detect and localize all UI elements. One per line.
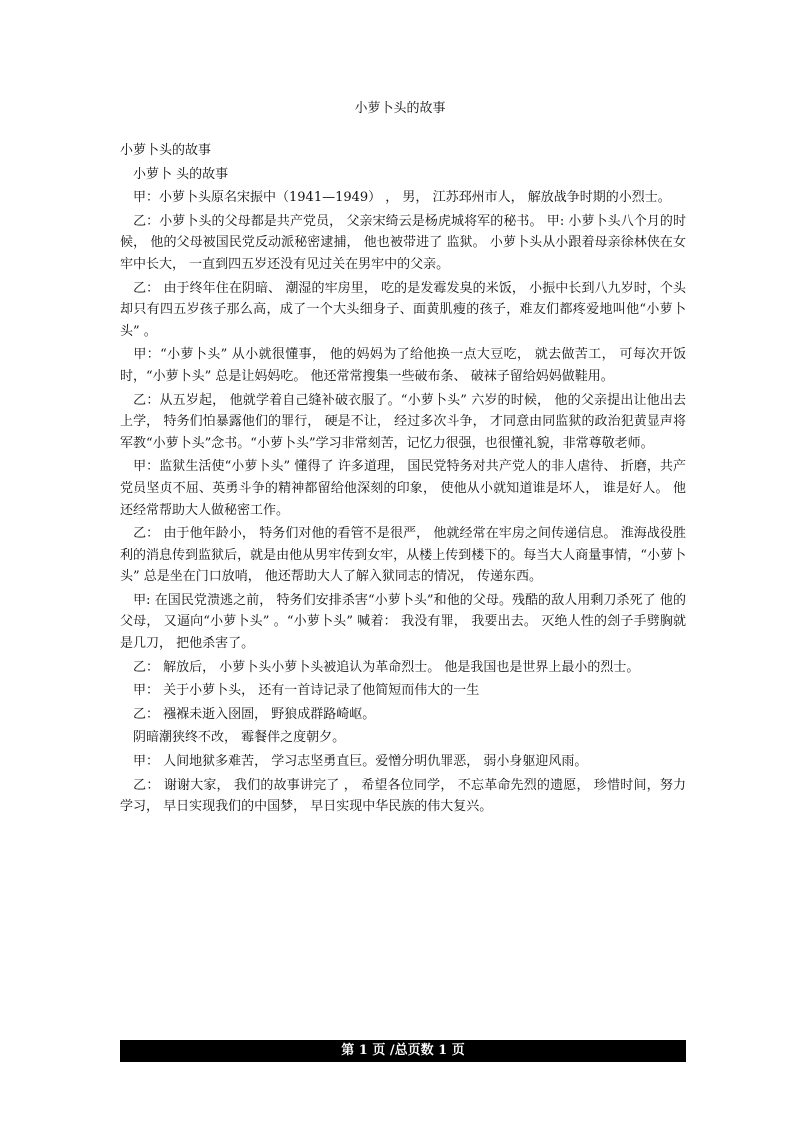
paragraph: 甲： 关于小萝卜头， 还有一首诗记录了他简短而伟大的一生 bbox=[120, 683, 480, 699]
page-footer: 第 1 页 /总页数 1 页 bbox=[120, 1040, 686, 1062]
paragraph: 小萝卜头的故事 bbox=[120, 143, 212, 158]
paragraph: 甲: 在国民党溃逃之前， 特务们安排杀害“小萝卜头”和他的父母。残酷的敌人用剩刀杀死了 他的父母， 又逼向“小萝卜头” 。“小萝卜头” 喊着： 我没有罪， 我要出去。 灭绝人性的刽子手劈胸就是几刀， 把他杀害了。 bbox=[120, 592, 686, 652]
paragraph: 乙： 解放后， 小萝卜头小萝卜头被追认为革命烈士。 他是我国也是世界上最小的烈士。 bbox=[120, 659, 640, 675]
document-body bbox=[120, 140, 686, 820]
paragraph: 乙： 由于他年龄小， 特务们对他的看管不是很严， 他就经常在牢房之间传递信息。 淮海战役胜利的消息传到监狱后，就是由他从男牢传到女牢，从楼上传到楼下的。每当大人商量事情，“小萝卜头” 总是坐在门口放哨， 他还帮助大人了解入狱同志的情况， 传递东西。 bbox=[120, 526, 686, 585]
paragraph: 甲： 人间地狱多难苦， 学习志坚勇直巨。爱憎分明仇罪恶， 弱小身躯迎风雨。 bbox=[120, 754, 588, 770]
paragraph: 乙：小萝卜头的父母都是共产党员， 父亲宋绮云是杨虎城将军的秘书。 甲: 小萝卜头八个月的时候， 他的父母被国民党反动派秘密逮捕， 他也被带进了 监狱。 小萝卜头从小跟着母亲徐林侠在女牢中长大， 一直到四五岁还没有见过关在男牢中的父亲。 bbox=[120, 213, 686, 272]
paragraph: 甲：监狱生活使“小萝卜头” 懂得了 许多道理， 国民党特务对共产党人的非人虐待、 折磨，共产党员坚贞不屈、英勇斗争的精神都留给他深刻的印象， 使他从小就知道谁是坏人， 谁是好人。 他还经常帮助大人做秘密工作。 bbox=[120, 459, 686, 518]
paragraph: 乙： 由于终年住在阴暗、 潮湿的牢房里， 吃的是发霉发臭的米饭， 小振中长到八九岁时，个头却只有四五岁孩子那么高，成了一个大头细身子、面黄肌瘦的孩子，难友们都疼爱地叫他“小萝卜头” 。 bbox=[120, 280, 686, 339]
paragraph: 甲：“小萝卜头” 从小就很懂事， 他的妈妈为了给他换一点大豆吃， 就去做苦工， 可每次开饭时，“小萝卜头” 总是让妈妈吃。 他还常常搜集一些破布条、 破袜子留给妈妈做鞋用。 bbox=[120, 347, 686, 384]
page-title: 小萝卜头的故事 bbox=[354, 101, 446, 116]
paragraph: 阴暗潮狭终不改， 霉餐伴之度朝夕。 bbox=[120, 730, 346, 746]
paragraph: 乙： 襁褓未逝入囹圄， 野狼成群路崎岖。 bbox=[120, 706, 376, 722]
paragraph: 甲：小萝卜头原名宋振中（1941—1949） ， 男， 江苏邳州市人， 解放战争时期的小烈士。 bbox=[120, 190, 671, 206]
paragraph: 乙： 谢谢大家， 我们的故事讲完了 ， 希望各位同学， 不忘革命先烈的遗愿， 珍惜时间，努力学习， 早日实现我们的中国梦， 早日实现中华民族的伟大复兴。 bbox=[120, 777, 686, 815]
paragraph: 小萝卜 头的故事 bbox=[120, 166, 229, 182]
paragraph: 乙：从五岁起， 他就学着自己缝补破衣服了。“小萝卜头” 六岁的时候， 他的父亲提出让他出去上学， 特务们怕暴露他们的罪行， 硬是不让， 经过多次斗争， 才同意由同监狱的政治犯黄显声将军教“小萝卜头”念书。“小萝卜头”学习非常刻苦，记忆力很强，也很懂礼貌，非常尊敬老师。 bbox=[120, 392, 686, 451]
